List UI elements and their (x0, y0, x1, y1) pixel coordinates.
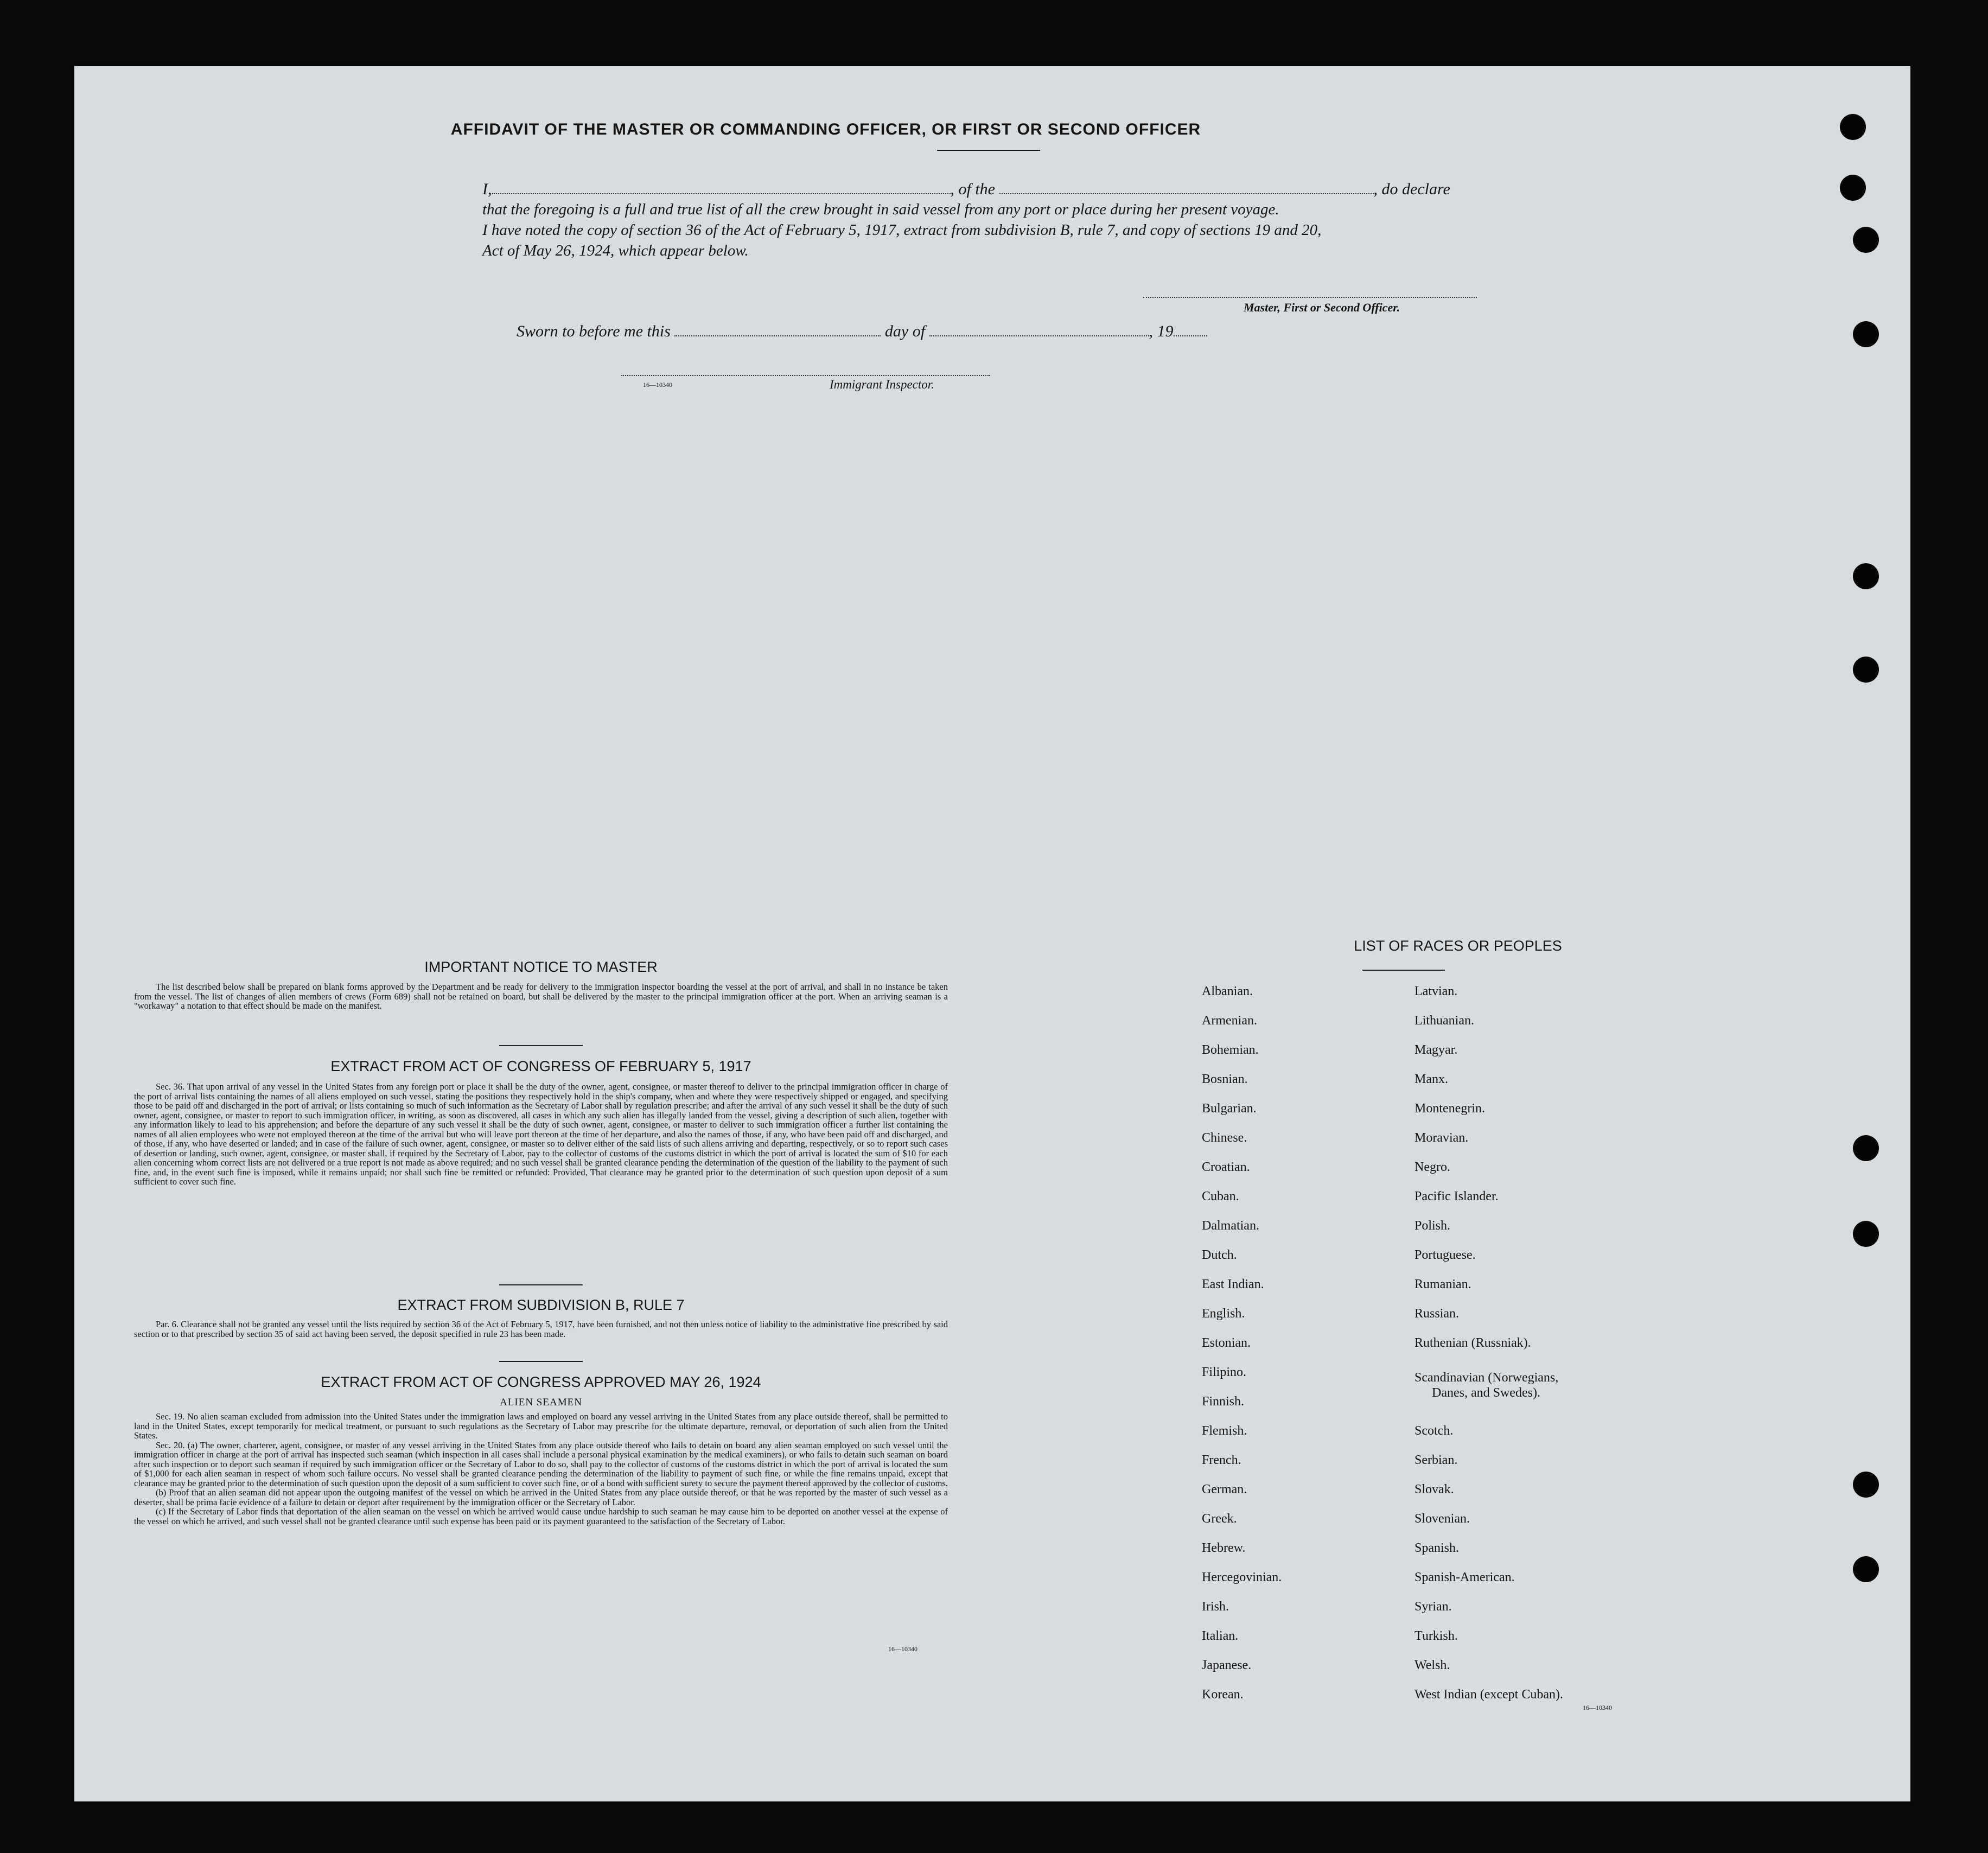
document-sheet (74, 66, 1910, 1801)
races-form-number: 16—10340 (1583, 1704, 1612, 1711)
race-item: Dalmatian. (1202, 1219, 1259, 1233)
day-of-label: day of (884, 322, 926, 340)
race-item: Japanese. (1202, 1658, 1252, 1672)
race-item: Chinese. (1202, 1131, 1247, 1145)
race-item: German. (1202, 1482, 1247, 1497)
race-item: Filipino. (1202, 1365, 1247, 1379)
extract-1924-body (134, 1412, 948, 1526)
race-item: Scotch. (1414, 1424, 1454, 1438)
race-item: Spanish-American. (1414, 1570, 1515, 1584)
sworn-line (517, 322, 1207, 341)
year-prefix: , 19 (1149, 322, 1174, 340)
race-item: Korean. (1202, 1688, 1244, 1702)
race-item: Bulgarian. (1202, 1101, 1257, 1116)
race-item: Serbian. (1414, 1453, 1458, 1467)
affidavit-i: I, (482, 180, 492, 198)
punch-hole (1853, 657, 1879, 683)
extract-1917-text: Sec. 36. That upon arrival of any vessel in the United States from any foreign port or place it shall be the duty of the owner, agent, consignee, or master thereof to deliver to the principal immigration officer in charge of the port of arrival lists containing the names of all aliens employed on such vessel, stating the positions they respectively hold in the ship's company, when and where they were respectively shipped or engaged, and specifying those to be paid off and discharged in the port of arrival; or lists containing so much of such information as the Secretary of Labor shall by regulation prescribe; and after the arrival of any such vessel it shall be the duty of such owner, agent, consignee, or master to report to such immigration officer, in writing, as soon as discovered, all cases in which any such alien has illegally landed from the vessel, giving a description of such alien, together with any information likely to lead to his apprehension; and before the departure of any such vessel it shall be the duty of such owner, agent, consignee, or master to deliver to such immigration officer a further list containing the names of all alien employees who were not employed thereon at the time of the arrival but who will leave port thereon at the time of her departure, and also the names of those, if any, who have been paid off and discharged, and of those, if any, who have deserted or landed; and in case of the failure of such owner, agent, consignee, or master so to deliver either of the said lists of such aliens arriving and departing, respectively, or so to report such cases of desertion or landing, such owner, agent, consignee, or master shall, if required by the Secretary of Labor, pay to the collector of customs of the customs district in which the port of arrival is located the sum of $10 for each alien concerning whom correct lists are not delivered or a true report is not made as above required; and no such vessel shall be granted clearance pending the determination of the question of the liability to the payment of such fine, and, in the event such fine is imposed, while it remains unpaid; nor shall such fine be remitted or refunded: Provided, That clearance may be granted prior to the determination of such question upon deposit of a sum sufficient to cover such fine. (134, 1081, 948, 1187)
master-signature-line (1143, 297, 1477, 298)
race-item: West Indian (except Cuban). (1414, 1688, 1563, 1702)
inspector-label: Immigrant Inspector. (830, 378, 934, 391)
race-item: Dutch. (1202, 1248, 1237, 1262)
race-item: Polish. (1414, 1219, 1451, 1233)
race-item: Spanish. (1414, 1541, 1460, 1555)
race-item: Armenian. (1202, 1014, 1257, 1028)
notice-rule (499, 1045, 583, 1046)
race-item: Montenegrin. (1414, 1101, 1485, 1116)
sec20a-text: Sec. 20. (a) The owner, charterer, agent, consignee, or master of any vessel arriving in the United States from any place outside thereof who fails to detain on board any alien seaman employed on such vessel until the immigration officer in charge at the port of arrival has inspected such seaman (which inspection in all cases shall include a personal physical examination by the medical examiners), or who fails to detain such seaman on board after such inspection or to deport such seaman if required by such immigration officer or the Secretary of Labor to do so, shall pay to the collector of customs of the customs district in which the port of arrival is located the sum of $1,000 for each alien seaman in respect of whom such failure occurs. No vessel shall be granted clearance pending the determination of the liability to payment of such fine, or while the fine remains unpaid, except that clearance may be granted prior to the determination of such question upon the deposit of a sum sufficient to cover such fine, or of a bond with sufficient surety to secure the payment thereof approved by the collector of customs. (134, 1440, 948, 1488)
race-item: Bosnian. (1202, 1072, 1248, 1086)
race-item: Croatian. (1202, 1160, 1250, 1174)
races-title: LIST OF RACES OR PEOPLES (1354, 938, 1562, 954)
month-blank (929, 335, 1149, 336)
extract-1917-rule (499, 1284, 583, 1285)
race-item: Russian. (1414, 1307, 1460, 1321)
notice-text: The list described below shall be prepared on blank forms approved by the Department and be ready for delivery to the immigration inspector boarding the vessel at the port of arrival, and shall in no instance be taken from the vessel. The list of changes of alien members of crews (Form 689) shall not be retained on board, but shall be delivered by the master to the principal immigration officer at the port. When an arriving seaman is a "workaway" a notation to that effect should be made on the manifest. (134, 982, 948, 1011)
notice-title: IMPORTANT NOTICE TO MASTER (424, 959, 658, 975)
affidavit-line-4: Act of May 26, 1924, which appear below. (482, 242, 749, 259)
race-item: Greek. (1202, 1512, 1237, 1526)
alien-seamen-subtitle: ALIEN SEAMEN (500, 1397, 582, 1408)
punch-hole (1853, 321, 1879, 347)
affidavit-line-2: that the foregoing is a full and true list of all the crew brought in said vessel from any port or place during her present voyage. (482, 201, 1279, 218)
race-item: Slovak. (1414, 1482, 1454, 1497)
punch-hole (1853, 1472, 1879, 1498)
title-rule (937, 150, 1040, 151)
race-item: Latvian. (1414, 984, 1458, 998)
race-item: Estonian. (1202, 1336, 1251, 1350)
sworn-label: Sworn to before me this (517, 322, 671, 340)
name-blank (492, 193, 951, 194)
declare-label: , do declare (1373, 180, 1450, 198)
inspector-signature-line (621, 375, 990, 376)
affidavit-line-3: I have noted the copy of section 36 of the Act of February 5, 1917, extract from subdivision B, rule 7, and copy of sections 19 and 20, (482, 221, 1322, 239)
race-item: Danes, and Swedes). (1432, 1386, 1540, 1400)
extract-form-number: 16—10340 (888, 1645, 917, 1653)
race-item: Welsh. (1414, 1658, 1450, 1672)
race-item: Hercegovinian. (1202, 1570, 1282, 1584)
race-item: Italian. (1202, 1629, 1239, 1643)
race-item: Rumanian. (1414, 1277, 1471, 1291)
affidavit-form-number: 16—10340 (643, 381, 672, 389)
race-item: Irish. (1202, 1600, 1229, 1614)
race-item: Negro. (1414, 1160, 1450, 1174)
sec19-text: Sec. 19. No alien seaman excluded from admission into the United States under the immigration laws and employed on board any vessel arriving in the United States from any place outside thereof, shall be permitted to land in the United States, except temporarily for medical treatment, or pursuant to such regulations as the Secretary of Labor may prescribe for the ultimate departure, removal, or deportation of such alien from the United States. (134, 1411, 948, 1441)
race-item: Slovenian. (1414, 1512, 1470, 1526)
punch-hole (1840, 114, 1866, 140)
punch-hole (1853, 1221, 1879, 1247)
year-blank (1174, 335, 1207, 336)
affidavit-title: AFFIDAVIT OF THE MASTER OR COMMANDING OFFICER, OR FIRST OR SECOND OFFICER (450, 120, 1201, 138)
affidavit-line-1 (482, 180, 1450, 199)
race-item: French. (1202, 1453, 1241, 1467)
race-item: Bohemian. (1202, 1043, 1259, 1057)
races-title-rule (1362, 970, 1445, 971)
sec20c-text: (c) If the Secretary of Labor finds that deportation of the alien seaman on the vessel on which he arrived would cause undue hardship to such seaman he may cause him to be deported on another vessel at the expense of the vessel on which he arrived, and such vessel shall not be granted clearance until such expense has been paid or its payment guaranteed to the satisfaction of the Secretary of Labor. (134, 1506, 948, 1526)
race-item: Flemish. (1202, 1424, 1247, 1438)
rule7-rule (499, 1361, 583, 1362)
punch-hole (1853, 227, 1879, 253)
punch-hole (1853, 1135, 1879, 1161)
race-item: Albanian. (1202, 984, 1253, 998)
day-blank (674, 335, 881, 336)
race-item: Pacific Islander. (1414, 1189, 1499, 1204)
race-item: Portuguese. (1414, 1248, 1476, 1262)
race-item: Cuban. (1202, 1189, 1239, 1204)
extract-1917-title: EXTRACT FROM ACT OF CONGRESS OF FEBRUARY 5, 1917 (330, 1058, 751, 1074)
rule7-title: EXTRACT FROM SUBDIVISION B, RULE 7 (397, 1297, 685, 1313)
race-item: Hebrew. (1202, 1541, 1246, 1555)
race-item: Moravian. (1414, 1131, 1469, 1145)
vessel-blank (999, 193, 1374, 194)
race-item: Manx. (1414, 1072, 1448, 1086)
of-the-label: , of the (950, 180, 995, 198)
rule7-text: Par. 6. Clearance shall not be granted any vessel until the lists required by section 36 of the Act of February 5, 1917, have been furnished, and not then unless notice of liability to the administrative fine prescribed by said section or to that prescribed by section 35 of said act having been served, the deposit specified in rule 23 has been made. (134, 1319, 948, 1339)
punch-hole (1853, 563, 1879, 589)
sec20b-text: (b) Proof that an alien seaman did not appear upon the outgoing manifest of the vessel on which he arrived in the United States from any place outside thereof, or that he was reported by the master of such vessel as a deserter, shall be prima facie evidence of a failure to detain or deport after requirement by the immigration officer or the Secretary of Labor. (134, 1487, 948, 1507)
race-item: Turkish. (1414, 1629, 1458, 1643)
race-item: Lithuanian. (1414, 1014, 1474, 1028)
race-item: Magyar. (1414, 1043, 1458, 1057)
race-item: English. (1202, 1307, 1245, 1321)
race-item: Scandinavian (Norwegians, (1414, 1371, 1559, 1385)
race-item: Finnish. (1202, 1394, 1245, 1409)
punch-hole (1840, 175, 1866, 201)
race-item: Syrian. (1414, 1600, 1452, 1614)
master-signature-label: Master, First or Second Officer. (1244, 301, 1400, 314)
punch-hole (1853, 1556, 1879, 1582)
extract-1924-title: EXTRACT FROM ACT OF CONGRESS APPROVED MAY 26, 1924 (321, 1374, 761, 1390)
race-item: East Indian. (1202, 1277, 1264, 1291)
race-item: Ruthenian (Russniak). (1414, 1336, 1531, 1350)
